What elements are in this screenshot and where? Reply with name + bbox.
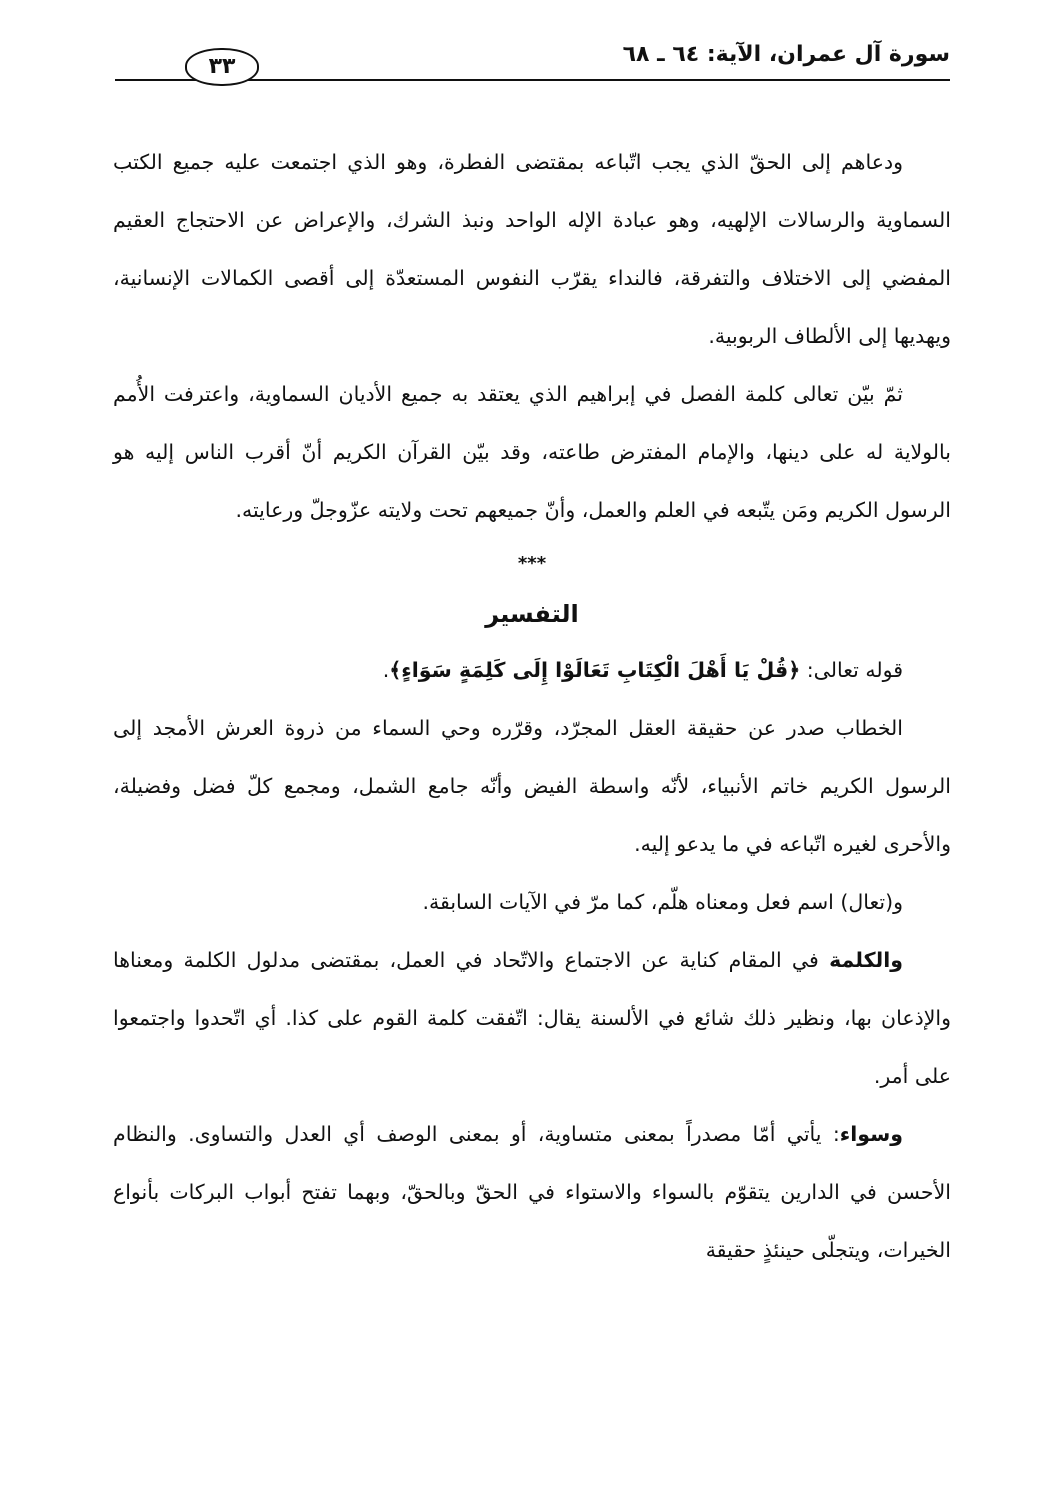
paragraph-4: و(تعال) اسم فعل ومعناه هلّم، كما مرّ في الآيات السابقة.	[422, 890, 903, 914]
section-title: التفسير	[485, 600, 579, 628]
term-sawa: وسواء	[839, 1122, 903, 1146]
page-number: ٣٣	[185, 48, 259, 86]
section-separator: ***	[517, 553, 547, 574]
paragraph-5	[113, 931, 951, 1105]
verse-quote: ﴿قُلْ يَا أَهْلَ الْكِتَابِ تَعَالَوْا إِلَى كَلِمَةٍ سَوَاءٍ﴾	[389, 658, 801, 682]
verse-intro: قوله تعالى:	[806, 658, 903, 682]
page-header	[115, 38, 950, 82]
running-title: سورة آل عمران، الآية: ٦٤ ـ ٦٨	[622, 42, 950, 67]
paragraph-5-text: في المقام كناية عن الاجتماع والاتّحاد في العمل، بمقتضى مدلول الكلمة ومعناها والإذعان بها، ونظير ذلك شائع في الألسنة يقال: اتّفقت كلمة القوم على كذا. أي اتّحدوا واجتمعوا على أمر.	[113, 948, 951, 1088]
page-body	[113, 133, 951, 1279]
verse-end: .	[382, 658, 390, 682]
verse-line	[113, 641, 951, 699]
paragraph-2: ثمّ بيّن تعالى كلمة الفصل في إبراهيم الذي يعتقد به جميع الأديان السماوية، واعترفت الأُمم بالولاية له على دينها، والإمام المفترض طاعته، وقد بيّن القرآن الكريم أنّ أقرب الناس إليه هو الرسول الكريم ومَن يتّبعه في العلم والعمل، وأنّ جميعهم تحت ولايته عزّوجلّ ورعايته.	[113, 382, 951, 522]
paragraph-3: الخطاب صدر عن حقيقة العقل المجرّد، وقرّره وحي السماء من ذروة العرش الأمجد إلى الرسول الكريم خاتم الأنبياء، لأنّه واسطة الفيض وأنّه جامع الشمل، ومجمع كلّ فضل وفضيلة، والأحرى لغيره اتّباعه في ما يدعو إليه.	[113, 716, 951, 856]
paragraph-6-text: : يأتي أمّا مصدراً بمعنى متساوية، أو بمعنى الوصف أي العدل والتساوى. والنظام الأحسن في الدارين يتقوّم بالسواء والاستواء في الحقّ وبالحقّ، وبهما تفتح أبواب البركات بأنواع الخيرات، ويتجلّى حينئذٍ حقيقة	[113, 1122, 951, 1262]
paragraph-1: ودعاهم إلى الحقّ الذي يجب اتّباعه بمقتضى الفطرة، وهو الذي اجتمعت عليه جميع الكتب السماوية والرسالات الإلهيه، وهو عبادة الإله الواحد ونبذ الشرك، والإعراض عن الاحتجاج العقيم المفضي إلى الاختلاف والتفرقة، فالنداء يقرّب النفوس المستعدّة إلى أقصى الكمالات الإنسانية، ويهديها إلى الألطاف الربوبية.	[113, 150, 951, 348]
term-kalima: والكلمة	[829, 948, 903, 972]
paragraph-6	[113, 1105, 951, 1279]
